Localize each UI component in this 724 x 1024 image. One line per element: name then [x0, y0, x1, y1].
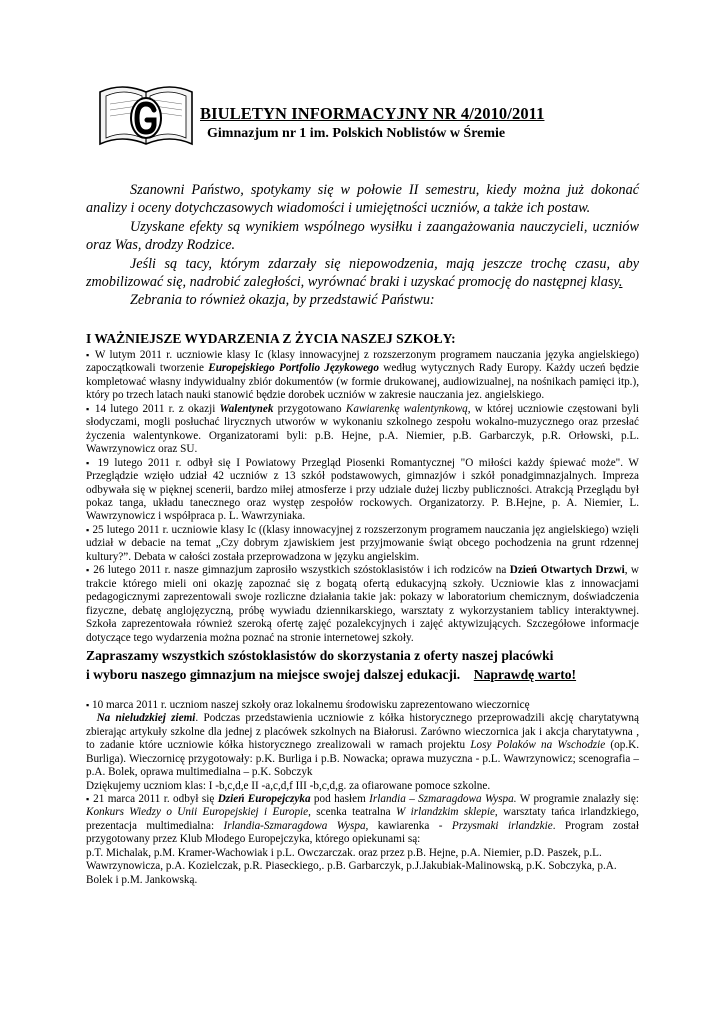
event-emphasis: Losy Polaków na Wschodzie [470, 739, 606, 752]
bullet-icon: ▪ [86, 457, 93, 468]
event-text: W programie znalazły się: [516, 792, 639, 805]
invitation-line [86, 666, 639, 683]
bulletin-title: BIULETYN INFORMACYJNY NR 4/2010/2011 [200, 104, 545, 123]
invitation-line: Zapraszamy wszystkich szóstoklasistów do skorzystania z oferty naszej placówki [86, 647, 554, 663]
event-item [86, 403, 639, 457]
event-text: , scenka teatralna [308, 806, 396, 819]
school-name: Gimnazjum nr 1 im. Polskich Noblistów w Śremie [207, 126, 506, 141]
intro-paragraph: Uzyskane efekty są wynikiem wspólnego wysiłku i zaangażowania nauczycieli, uczniów oraz Was, drodzy Rodzice. [86, 218, 639, 254]
event-emphasis: Dzień Europejczyka [217, 792, 311, 805]
intro-letter [86, 181, 639, 310]
event-item [86, 564, 639, 645]
invitation-text: i wyboru naszego gimnazjum na miejsce swojej dalszej edukacji. [86, 667, 461, 683]
event-text: pod hasłem [310, 792, 370, 805]
event-text: 21 marca 2011 r. odbył się [89, 792, 218, 805]
event-item [86, 524, 639, 564]
event-text: , w trakcie którego mieli oni okazję zapoznać się z bogatą ofertą edukacyjną szkoły. Uczniowie klas z innowacjami pedagogicznymi zaprezentowali swoje rozliczne działania takie jak: pokazy w laboratorium chemicznym, doświadczenia fizyczne, debatę anglojęzyczną, próbę wywiadu dziennikarskiego, warsztaty z wykorzystaniem tablicy interaktywnej. Szkoła zaprezentowała również szeroką ofertę zajęć pozalekcyjnych i zajęć aktywizujących. Szczegółowe informacje dotyczące tego wydarzenia można poznać na stronie internetowej szkoły. [86, 564, 639, 644]
bullet-icon: ▪ [86, 350, 91, 360]
event-item [86, 349, 639, 403]
event-emphasis: Walentynek [219, 402, 274, 415]
event-emphasis: Europejskiego Portfolio Językowego [208, 362, 379, 375]
intro-paragraph: Szanowni Państwo, spotykamy się w połowie II semestru, kiedy można już dokonać analizy i oceny dotychczasowych wiadomości i umiejętności uczniów, a także ich postaw. [86, 182, 639, 217]
event-emphasis: Przysmaki irlandzkie [451, 819, 553, 832]
event-text: przygotowano [273, 402, 346, 415]
bullet-icon: ▪ [86, 403, 91, 414]
event-item [86, 793, 639, 847]
intro-paragraph [86, 255, 639, 292]
event-text: 10 marca 2011 r. uczniom naszej szkoły oraz lokalnemu środowisku zaprezentowano wieczornicę [89, 698, 530, 711]
event-text: kawiarenka - [368, 819, 452, 832]
event-text: w której uczniowie częstowani byli słodyczami, mogli posłuchać lirycznych utworów w wykonaniu szkolnego zespołu wokalno-muzycznego oraz przesłać życzenia walentynkowe. Organizatorami byli: p.B. Hejne, p.A. Niemier, p.B. Garbarczyk, p.R. Orłowski, p.L. Wawrzynowicz oraz SU. [86, 402, 639, 456]
intro-paragraph: Zebrania to również okazja, by przedstawić Państwu: [130, 292, 435, 309]
event-text: 19 lutego 2011 r. odbył się I Powiatowy Przegląd Piosenki Romantycznej "O miłości każdy śpiewać może". W Przeglądzie wzięło udział 42 uczniów z 13 szkół podstawowych, gimnazjów i szkół ponadgimnazjalnych. Impreza odbywała się w pięknej scenerii, bardzo miłej atmosferze i przy udziale dużej liczby publiczności. Atrakcją Przeglądu był pokaz tanga, układu tanecznego oraz występ zespołów rockowych. Organizatorzy. P. B.Hejne, p. A. Niemier, L. Wawrzynowicz i współpraca p. L. Wawrzyniaka. [86, 456, 639, 523]
event-text: 25 lutego 2011 r. uczniowie klasy Ic ((klasy innowacyjnej z rozszerzonym programem nauczania jęz angielskiego) wzięli udział w debacie na temat „Czy dobrym zjawiskiem jest przyjmowanie świąt obcego pochodzenia na grunt rdzennej kultury?”. Debata w całości została przeprowadzona w języku angielskim. [86, 523, 639, 563]
bullet-icon: ▪ [86, 524, 90, 535]
invitation-highlight: Naprawdę warto! [473, 667, 577, 683]
bullet-icon: ▪ [86, 565, 90, 576]
intro-text: Jeśli są tacy, którym zdarzały się niepowodzenia, mają jeszcze trochę czasu, aby zmobilizować się, nadrobić zaległości, wyrównać braki i uzyskać promocję do następnej klasy [86, 255, 639, 291]
organizers-line: p.T. Michalak, p.M. Kramer-Wachowiak i p.L. Owczarczak. oraz przez p.B. Hejne, p.A. Niemier, p.D. Paszek, p.L. Wawrzynowicza, p.A. Kozielczak, p.R. Piaseckiego,. p.B. Garbarczyk, p.J.Jakubiak-Malinowską, p.K. Sobczyka, p.A. Bolek i p.M. Jankowską. [86, 846, 617, 886]
event-text: . Program został przygotowany przez Klub Młodego Europejczyka, którego opiekunami są: [86, 819, 639, 846]
event-emphasis: Dzień Otwartych Drzwi [509, 564, 625, 577]
event-text: . Podczas przedstawienia uczniowie z kółka historycznego przeprowadzili akcję charytatywną zbierając artykuły szkolne dla jednej z placówek szkolnych na Białorusi. Zarówno wieczornica jak i akcja charytatywna , to zadanie które uczniowie kółka historycznego zrealizowali w ramach projektu [86, 712, 639, 752]
event-emphasis: Na nieludzkiej ziemi [96, 712, 196, 725]
events-section [86, 331, 639, 887]
intro-text: . [618, 274, 623, 291]
event-text: 26 lutego 2011 r. nasze gimnazjum zaprosiło wszystkich szóstoklasistów i ich rodziców na [89, 564, 510, 577]
bullet-icon: ▪ [86, 793, 90, 804]
bullet-icon: ▪ [86, 699, 90, 710]
event-text: W lutym 2011 r. uczniowie klasy Ic (klasy innowacyjnej z rozszerzonym programem nauczania języka angielskiego) zapoczątkowali tworzenie [86, 349, 639, 375]
event-emphasis: Konkurs Wiedzy o Unii Europejskiej i Europie [86, 806, 309, 819]
event-text: (op.K. Burliga). Wieczornicę przygotowały: p.K. Burliga i p.B. Nowacka; oprawa muzyczna - p.L. Wawrzynowicz; scenografia – p.A. Bolek, oprawa multimedialna – p.K. Sobczyk [86, 739, 639, 779]
thanks-line: Dziękujemy uczniom klas: I -b,c,d,e II -a,c,d,f III -b,c,d,g. za ofiarowane pomoce szkolne. [86, 779, 491, 792]
event-item [86, 699, 639, 780]
event-text: według wytycznych Rady Europy. Każdy uczeń będzie kompletować własny indywidualny zbiór dokumentów (w formie drukowanej, audiowizualnej, na nośnikach pamięci itp.), który po trzech latach nauki stanowić będzie dorobek uczniów w zakresie nauczania jez. angielskiego. [86, 362, 639, 402]
event-emphasis: W irlandzkim sklepie [395, 806, 495, 819]
event-item [86, 457, 639, 524]
event-emphasis: Irlandia – Szmaragdowa Wyspa. [369, 792, 517, 805]
event-text: 14 lutego 2011 r. z okazji [90, 402, 220, 415]
book-with-letter-g-logo-icon [96, 80, 196, 150]
section-heading: I WAŻNIEJSZE WYDARZENIA Z ŻYCIA NASZEJ SZKOŁY: [86, 331, 456, 346]
event-text: , warsztaty tańca irlandzkiego, prezentacja multimedialna: [86, 806, 639, 832]
event-emphasis: Irlandia-Szmaragdowa Wyspa, [223, 819, 369, 832]
school-logo [96, 80, 196, 150]
event-emphasis: Kawiarenkę walentynkową, [345, 402, 471, 415]
